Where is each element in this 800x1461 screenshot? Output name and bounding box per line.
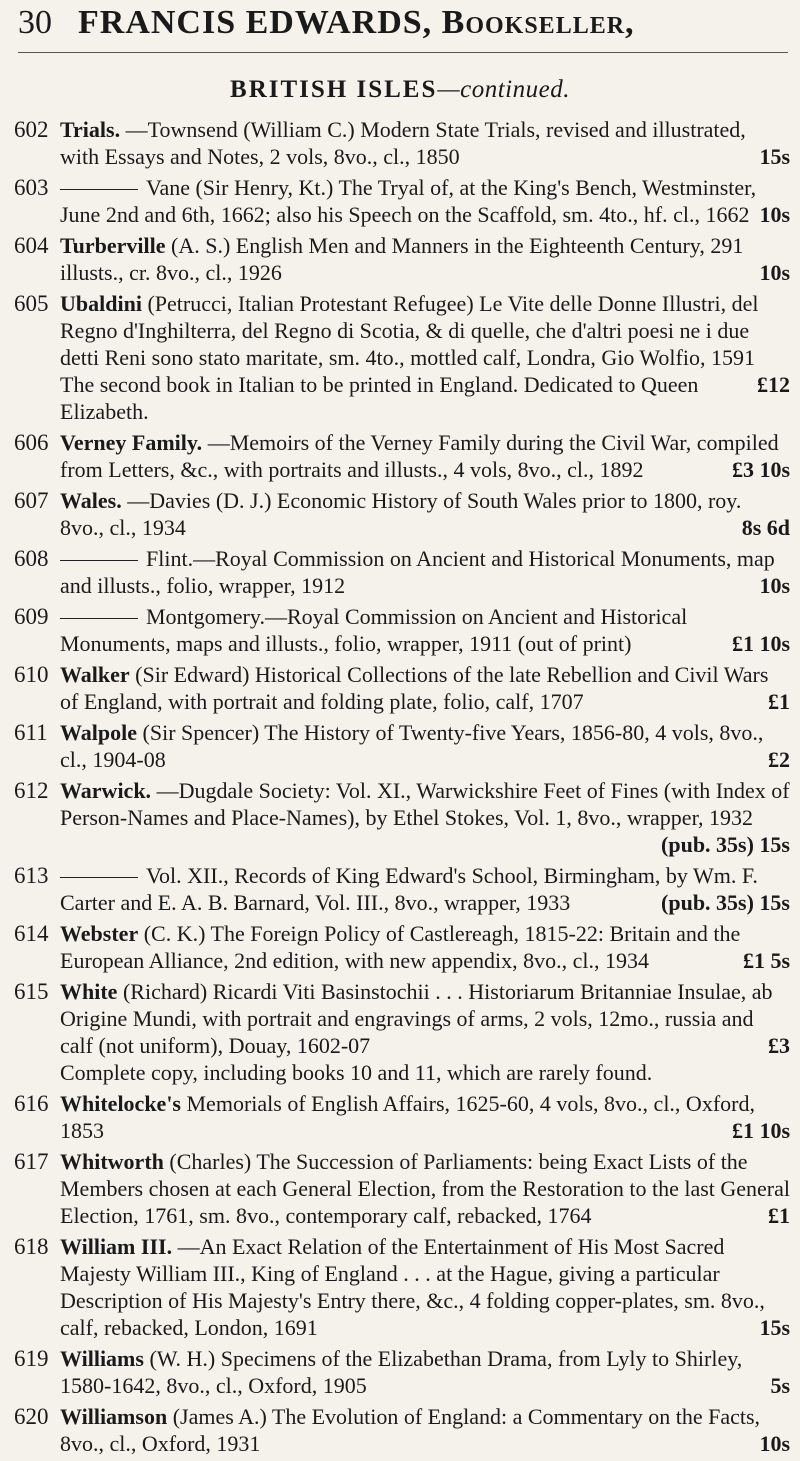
entry-body [60,429,790,483]
catalogue-entry [14,232,790,286]
bookseller-title: FRANCIS EDWARDS, Bookseller, [78,4,635,41]
catalogue-entry [14,603,790,657]
entry-number: 612 [14,778,49,803]
entry-body [60,920,790,974]
entry-price: 5s [770,1373,790,1398]
entry-text: Montgomery.—Royal Commission on Ancient and Historical Monuments, maps and illusts., folio, wrapper, 1911 (out of print) [60,604,688,656]
catalogue-entries [14,116,790,1461]
entry-heading: Wales. [60,488,122,513]
entry-number: 620 [14,1404,49,1429]
entry-body [60,232,790,286]
entry-number: 613 [14,863,49,888]
section-title-text: BRITISH ISLES [230,76,438,103]
entry-number: 614 [14,921,49,946]
entry-text: —Davies (D. J.) Economic History of South Wales prior to 1800, roy. 8vo., cl., 1934 [60,488,742,540]
entry-price: £1 10s [731,631,790,656]
entry-price: (pub. 35s) 15s [661,832,790,857]
ditto-dash [60,877,138,878]
entry-text: —Memoirs of the Verney Family during the Civil War, compiled from Letters, &c., with portraits and illusts., 4 vols, 8vo., cl., 1892 [60,430,779,482]
entry-number: 602 [14,117,49,142]
entry-price: £1 10s [731,1118,790,1143]
entry-text: (A. S.) English Men and Manners in the Eighteenth Century, 291 illusts., cr. 8vo., cl., 1926 [60,233,744,285]
entry-text: (James A.) The Evolution of England: a Commentary on the Facts, 8vo., cl., Oxford, 1931 [60,1404,761,1456]
entry-body [60,661,790,715]
entry-heading: Whitworth [60,1149,164,1174]
catalogue-entry [14,429,790,483]
entry-number: 615 [14,979,49,1004]
entry-price: (pub. 35s) 15s [661,890,790,915]
entry-body [60,1233,790,1341]
entry-body [60,545,790,599]
catalogue-entry [14,862,790,916]
entry-price: 10s [759,1431,790,1456]
entry-number: 611 [14,720,48,745]
entry-body [60,1345,790,1399]
entry-number: 617 [14,1149,49,1174]
entry-price: £1 [768,689,790,714]
catalogue-entry [14,1090,790,1144]
entry-text: —Dugdale Society: Vol. XI., Warwickshire Feet of Fines (with Index of Person-Names and Place-Names), by Ethel Stokes, Vol. 1, 8vo., wrapper, 1932 [60,778,790,830]
entry-number: 603 [14,175,49,200]
entry-heading: Webster [60,921,139,946]
entry-price: 15s [759,144,790,169]
entry-price: £12 [757,372,790,397]
entry-price: £3 10s [731,457,790,482]
entry-body [60,1403,790,1457]
entry-text: (C. K.) The Foreign Policy of Castlereagh, 1815-22: Britain and the European Alliance, 2nd edition, with new appendix, 8vo., cl., 1934 [60,921,741,973]
entry-heading: Trials. [60,117,121,142]
entry-body [60,862,790,916]
entry-body [60,978,790,1086]
page-number: 30 [18,4,52,41]
entry-price: 10s [759,260,790,285]
entry-number: 619 [14,1346,49,1371]
entry-heading: Walpole [60,720,138,745]
catalogue-entry [14,290,790,425]
entry-price: 8s 6d [741,515,790,540]
entry-body [60,1148,790,1229]
entry-price: 15s [759,1315,790,1340]
catalogue-entry [14,174,790,228]
catalogue-entry [14,545,790,599]
ditto-dash [60,189,138,190]
entry-heading: Walker [60,662,130,687]
catalogue-entry [14,1148,790,1229]
entry-text: Vol. XII., Records of King Edward's School, Birmingham, by Wm. F. Carter and E. A. B. Barnard, Vol. III., 8vo., wrapper, 1933 [60,863,758,915]
entry-number: 608 [14,546,49,571]
entry-number: 609 [14,604,49,629]
section-continued: —continued. [437,76,570,103]
entry-number: 604 [14,233,49,258]
catalogue-entry [14,777,790,858]
entry-text: (Charles) The Succession of Parliaments: being Exact Lists of the Members chosen at each General Election, from the Restoration to the last General Election, 1761, sm. 8vo., contemporary calf, rebacked, 1764 [60,1149,791,1228]
entry-note: Complete copy, including books 10 and 11, which are rarely found. [60,1060,653,1085]
page-header [0,0,800,60]
catalogue-entry [14,978,790,1086]
entry-number: 616 [14,1091,49,1116]
entry-price: 10s [759,573,790,598]
entry-number: 618 [14,1234,49,1259]
entry-number: 605 [14,291,49,316]
entry-text: (Sir Spencer) The History of Twenty-five Years, 1856-80, 4 vols, 8vo., cl., 1904-08 [60,720,764,772]
entry-heading: Warwick. [60,778,152,803]
entry-heading: Williams [60,1346,144,1371]
entry-heading: Verney Family. [60,430,203,455]
entry-body [60,603,790,657]
entry-number: 606 [14,430,49,455]
catalogue-entry [14,1403,790,1457]
catalogue-entry [14,920,790,974]
entry-number: 607 [14,488,49,513]
entry-body [60,174,790,228]
entry-body [60,719,790,773]
entry-text: Vane (Sir Henry, Kt.) The Tryal of, at the King's Bench, Westminster, June 2nd and 6th, 1662; also his Speech on the Scaffold, sm. 4to., hf. cl., 1662 [60,175,757,227]
catalogue-entry [14,719,790,773]
entry-heading: Ubaldini [60,291,142,316]
ditto-dash [60,618,138,619]
header-rule [18,52,788,53]
entry-text: Flint.—Royal Commission on Ancient and Historical Monuments, map and illusts., folio, wrapper, 1912 [60,546,775,598]
ditto-dash [60,560,138,561]
entry-price: £1 5s [742,948,790,973]
entry-price: £1 [768,1203,790,1228]
entry-price: 10s [759,202,790,227]
entry-price: £3 [768,1033,790,1058]
catalogue-entry [14,1345,790,1399]
entry-body [60,290,790,425]
entry-text: —An Exact Relation of the Entertainment of His Most Sacred Majesty William III., King of England . . . at the Hague, giving a particular Description of His Majesty's Entry there, &c., 4 folding copper-plates, sm. 8vo., calf, rebacked, London, 1691 [60,1234,765,1340]
entry-body [60,487,790,541]
catalogue-entry [14,487,790,541]
catalogue-entry [14,1233,790,1341]
entry-text: (Sir Edward) Historical Collections of the late Rebellion and Civil Wars of England, with portrait and folding plate, folio, calf, 1707 [60,662,769,714]
entry-heading: White [60,979,118,1004]
entry-note: The second book in Italian to be printed in England. Dedicated to Queen Elizabeth. [60,372,699,424]
entry-text: (Petrucci, Italian Protestant Refugee) Le Vite delle Donne Illustri, del Regno d'Inghilterra, del Regno di Scotia, & di quelle, che d'altri poesi ne i due detti Reni sono stato maritate, sm. 4to., mottled calf, Londra, Gio Wolfio, 1591 [60,291,759,370]
entry-price: £2 [768,747,790,772]
entry-heading: William III. [60,1234,173,1259]
entry-body [60,777,790,858]
entry-heading: Williamson [60,1404,168,1429]
catalogue-entry [14,661,790,715]
entry-text: (Richard) Ricardi Viti Basinstochii . . . Historiarum Britanniae Insulae, ab Origine Mundi, with portrait and engravings of arms, 2 vols, 12mo., russia and calf (not uniform), Douay, 1602-07 [60,979,773,1058]
entry-text: Memorials of English Affairs, 1625-60, 4 vols, 8vo., cl., Oxford, 1853 [60,1091,755,1143]
entry-body [60,1090,790,1144]
catalogue-entry [14,116,790,170]
entry-body [60,116,790,170]
entry-text: —Townsend (William C.) Modern State Trials, revised and illustrated, with Essays and Notes, 2 vols, 8vo., cl., 1850 [60,117,746,169]
entry-heading: Whitelocke's [60,1091,181,1116]
entry-heading: Turberville [60,233,166,258]
entry-text: (W. H.) Specimens of the Elizabethan Drama, from Lyly to Shirley, 1580-1642, 8vo., cl., Oxford, 1905 [60,1346,743,1398]
entry-number: 610 [14,662,49,687]
section-title [0,76,800,104]
